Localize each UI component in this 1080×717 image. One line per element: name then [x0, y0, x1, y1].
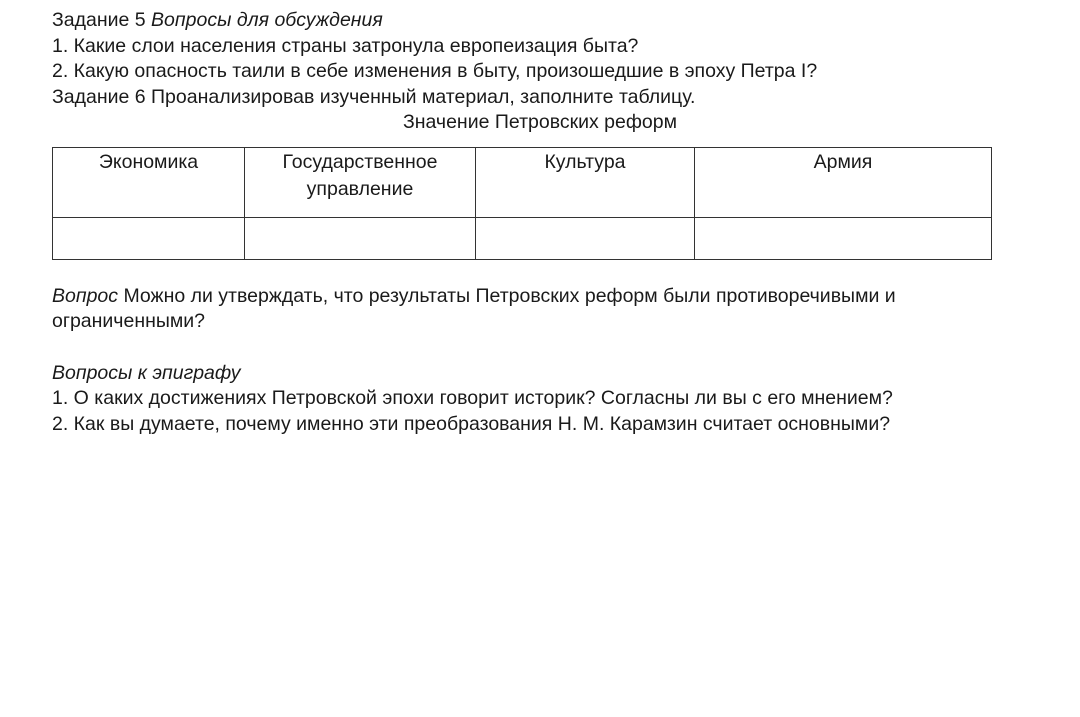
table-header-row [53, 147, 992, 217]
task5-question-1: 1. Какие слои населения страны затронула европеизация быта? [52, 34, 639, 57]
table-title: Значение Петровских реформ [402, 111, 678, 133]
task6-instruction: Задание 6 Проанализировав изученный материал, заполните таблицу. [52, 85, 696, 108]
column-header-economy: Экономика [53, 147, 245, 217]
task5-heading [52, 8, 1042, 34]
epigraph-question-2: 2. Как вы думаете, почему именно эти преобразования Н. М. Карамзин считает основными? [52, 412, 891, 435]
question-paragraph [52, 284, 1027, 335]
table-cell-government[interactable] [245, 217, 476, 259]
column-header-army: Армия [695, 147, 992, 217]
question-label: Вопрос [52, 284, 119, 307]
column-header-government: Государственное управление [245, 147, 476, 217]
epigraph-section [52, 361, 1042, 438]
table-row [53, 217, 992, 259]
epigraph-heading [52, 361, 1042, 387]
table-cell-economy[interactable] [53, 217, 245, 259]
column-header-culture: Культура [476, 147, 695, 217]
task5-label: Задание 5 [52, 9, 146, 31]
task5-title: Вопросы для обсуждения [151, 9, 383, 31]
table-cell-army[interactable] [695, 217, 992, 259]
epigraph-question-1: 1. О каких достижениях Петровской эпохи говорит историк? Согласны ли вы с его мнением? [52, 387, 893, 409]
question-text: Можно ли утверждать, что результаты Петровских реформ были противоречивыми и ограниченными? [52, 284, 896, 332]
epigraph-heading-text: Вопросы к эпиграфу [52, 361, 241, 384]
document-page [52, 8, 1042, 437]
table-cell-culture[interactable] [476, 217, 695, 259]
task5-question-2: 2. Какую опасность таили в себе изменения в быту, произошедшие в эпоху Петра I? [52, 60, 818, 82]
reforms-table [52, 147, 992, 260]
